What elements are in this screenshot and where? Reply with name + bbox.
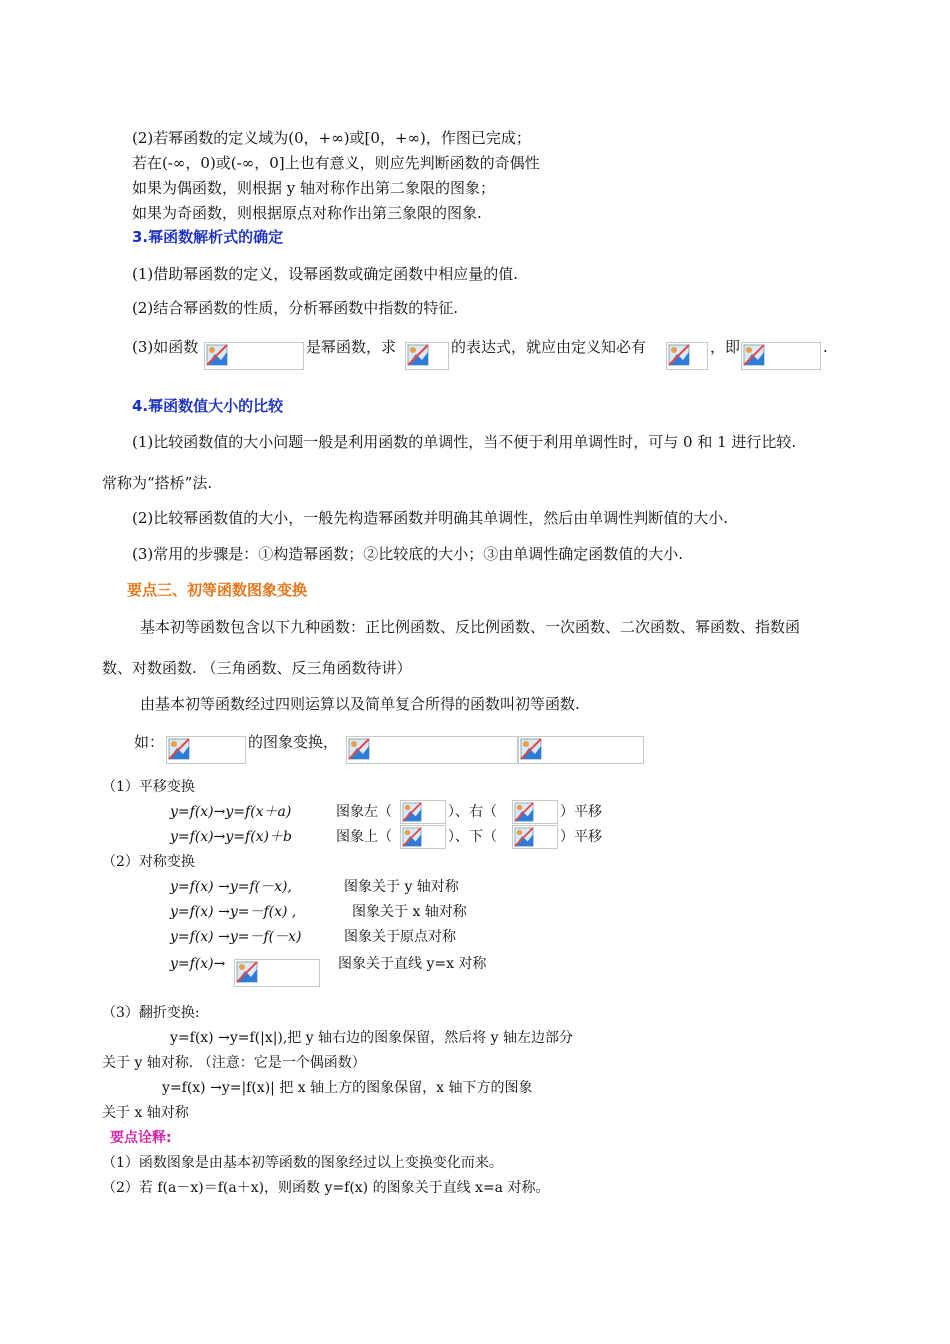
- text-line: 图象左（: [336, 804, 392, 820]
- broken-image-icon: [206, 344, 228, 366]
- text-line: （3）翻折变换:: [102, 1005, 200, 1021]
- text-line: 如果为奇函数，则根据原点对称作出第三象限的图象.: [132, 204, 482, 222]
- broken-image-icon: [407, 344, 429, 366]
- broken-image-icon: [520, 738, 542, 760]
- text-line: 如：: [134, 733, 165, 751]
- text-line: ）、右（: [448, 804, 497, 820]
- text-line: y=f(x) →y=|f(x)| 把 x 轴上方的图象保留，x 轴下方的图象: [162, 1080, 533, 1096]
- broken-image-icon: [402, 827, 422, 847]
- formula-text: y=f(x) →y=－f(x) ,: [170, 904, 297, 920]
- text-line: 基本初等函数包含以下九种函数：正比例函数、反比例函数、一次函数、二次函数、幂函数、指数函: [140, 618, 801, 636]
- text-line: （2）对称变换: [102, 854, 195, 870]
- formula-text: y=f(x)→y=f(x)＋b: [170, 829, 292, 845]
- text-line: (2)比较幂函数值的大小，一般先构造幂函数并明确其单调性，然后由单调性判断值的大小.: [132, 509, 729, 527]
- text-line: 常称为“搭桥”法.: [102, 474, 213, 492]
- text-line: 关于 y 轴对称. （注意：它是一个偶函数）: [102, 1055, 366, 1071]
- broken-image-icon: [514, 802, 534, 822]
- formula-image: [400, 825, 446, 849]
- text-line: 由基本初等函数经过四则运算以及简单复合所得的函数叫初等函数.: [140, 695, 580, 713]
- broken-image-icon: [236, 961, 258, 983]
- broken-image-icon: [668, 344, 690, 366]
- formula-text: y=f(x)→y=f(x＋a): [170, 804, 292, 820]
- broken-image-icon: [168, 738, 190, 760]
- text-line: 如果为偶函数，则根据 y 轴对称作出第二象限的图象；: [132, 179, 496, 197]
- text-line: 若在(-∞，0)或(-∞，0]上也有意义，则应先判断函数的奇偶性: [132, 154, 540, 172]
- text-line: 关于 x 轴对称: [102, 1105, 189, 1121]
- text-line: (3)如函数: [132, 338, 199, 356]
- formula-image: [400, 800, 446, 824]
- text-line: （1）函数图象是由基本初等函数的图象经过以上变换变化而来。: [102, 1155, 503, 1171]
- formula-text: y=f(x)→: [170, 956, 226, 972]
- text-line: ）、下（: [448, 829, 497, 845]
- formula-text: y=f(x) →y=f(－x),: [170, 879, 292, 895]
- text-line: ）平移: [560, 829, 602, 845]
- broken-image-icon: [348, 738, 370, 760]
- formula-image: [405, 342, 449, 370]
- text-line: 图象关于 x 轴对称: [352, 904, 467, 920]
- text-line: (2)结合幂函数的性质，分析幂函数中指数的特征.: [132, 299, 459, 317]
- formula-image: [204, 342, 304, 370]
- text-line: 图象关于 y 轴对称: [344, 879, 459, 895]
- text-line: 的表达式，就应由定义知必有: [451, 338, 647, 356]
- broken-image-icon: [402, 802, 422, 822]
- text-line: 图象上（: [336, 829, 392, 845]
- text-line: .: [823, 338, 828, 356]
- text-line: 图象关于原点对称: [344, 929, 456, 945]
- text-line: 的图象变换，: [248, 733, 339, 751]
- text-line: （1）平移变换: [102, 779, 195, 795]
- formula-image: [518, 736, 644, 764]
- text-line: y=f(x) →y=f(|x|),把 y 轴右边的图象保留，然后将 y 轴左边部分: [170, 1030, 573, 1046]
- formula-image: [234, 959, 320, 987]
- text-line: ）平移: [560, 804, 602, 820]
- text-line: （2）若 f(a－x)＝f(a＋x)，则函数 y=f(x) 的图象关于直线 x=a 对称。: [102, 1180, 550, 1196]
- text-line: ，即: [710, 338, 741, 356]
- text-line: 是幂函数，求: [306, 338, 397, 356]
- broken-image-icon: [743, 344, 765, 366]
- formula-image: [666, 342, 708, 370]
- text-line: (1)借助幂函数的定义，设幂函数或确定函数中相应量的值.: [132, 265, 519, 283]
- section-heading: 3.幂函数解析式的确定: [132, 228, 284, 246]
- text-line: (1)比较函数值的大小问题一般是利用函数的单调性，当不便于利用单调性时，可与 0 和 1 进行比较.: [132, 433, 797, 451]
- text-line: (2)若幂函数的定义域为(0，+∞)或[0，+∞)，作图已完成；: [132, 129, 531, 147]
- formula-image: [512, 825, 558, 849]
- formula-image: [346, 736, 518, 764]
- formula-image: [512, 800, 558, 824]
- section-heading: 4.幂函数值大小的比较: [132, 397, 284, 415]
- section-heading: 要点诠释:: [110, 1130, 172, 1146]
- text-line: 图象关于直线 y=x 对称: [338, 956, 487, 972]
- text-line: 数、对数函数. （三角函数、反三角函数待讲）: [102, 659, 412, 677]
- formula-image: [166, 736, 246, 764]
- broken-image-icon: [514, 827, 534, 847]
- formula-text: y=f(x) →y=－f(－x): [170, 929, 302, 945]
- section-heading: 要点三、初等函数图象变换: [127, 581, 308, 599]
- text-line: (3)常用的步骤是：①构造幂函数；②比较底的大小；③由单调性确定函数值的大小.: [132, 545, 684, 563]
- formula-image: [741, 342, 821, 370]
